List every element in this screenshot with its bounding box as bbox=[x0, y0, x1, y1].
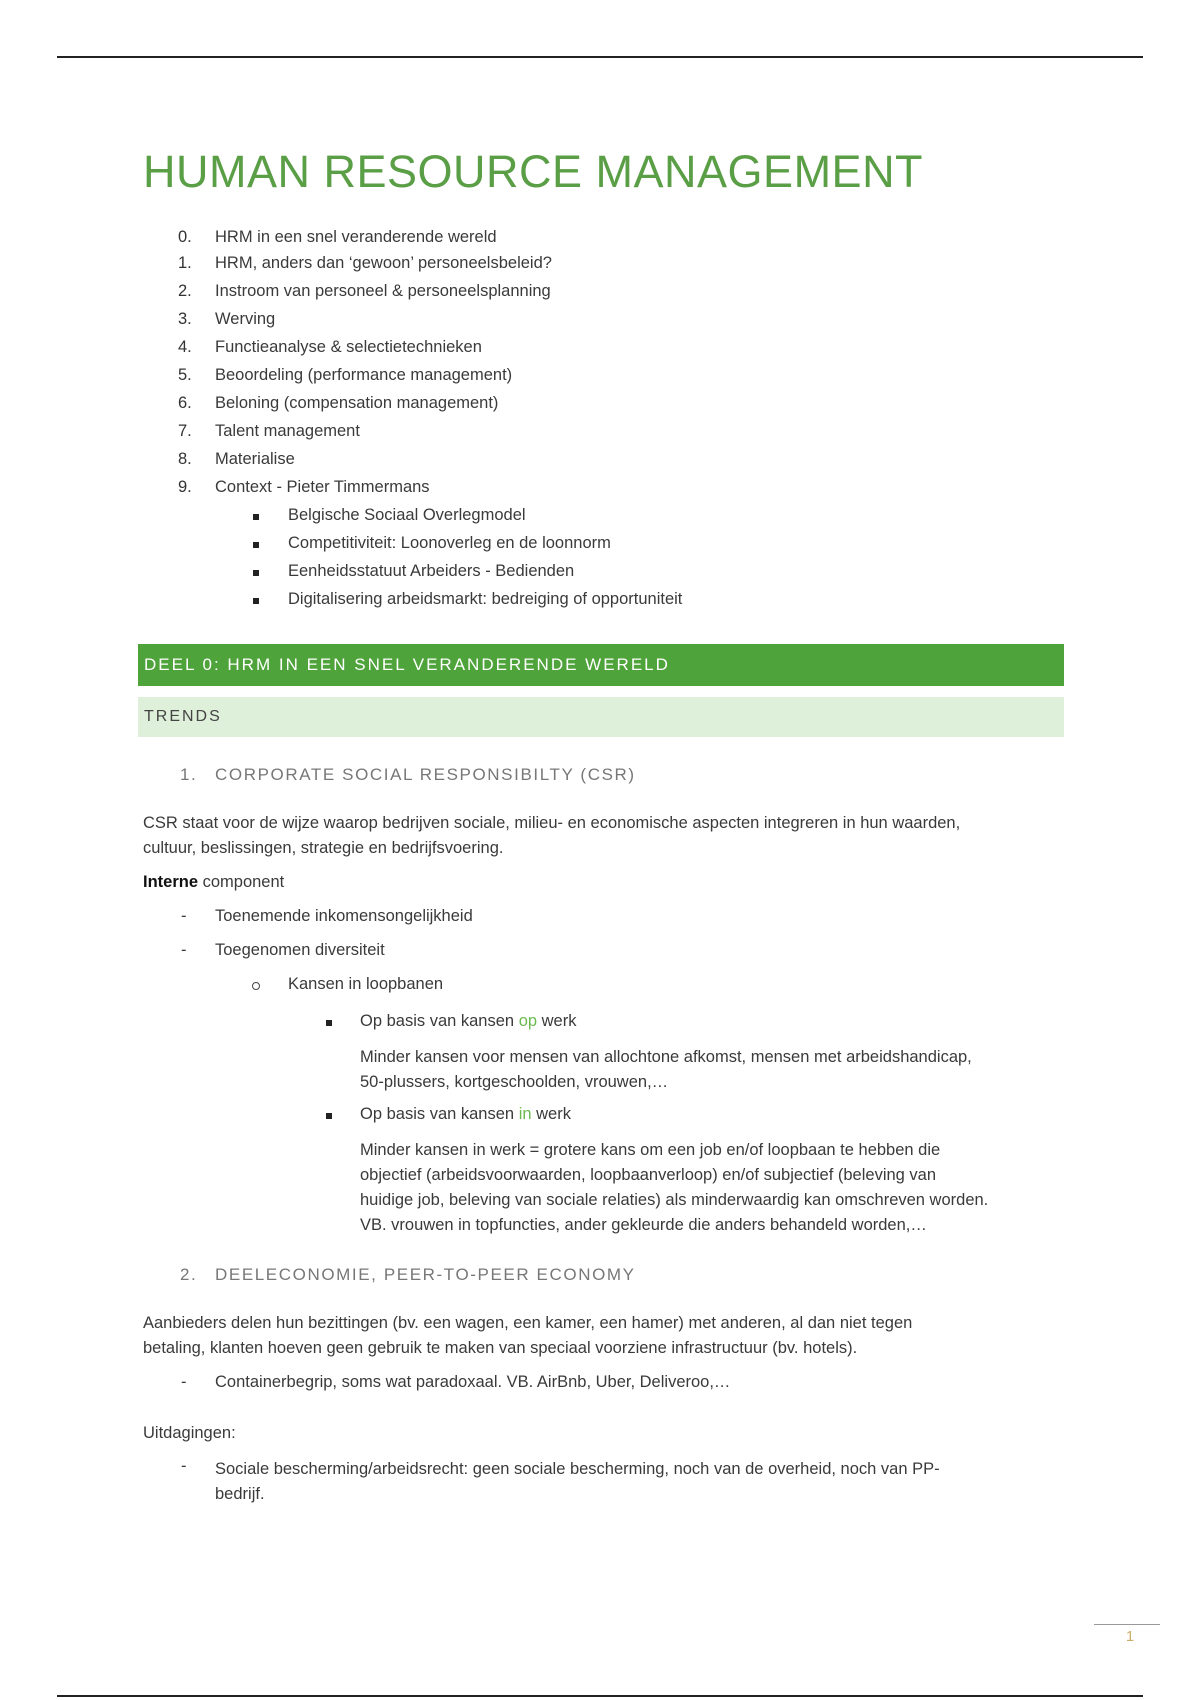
toc-text: HRM, anders dan ‘gewoon’ personeelsbeleid? bbox=[215, 254, 552, 272]
highlight-word: in bbox=[518, 1105, 532, 1123]
dash-item bbox=[0, 1373, 1200, 1397]
dash-item-text: Toenemende inkomensongelijkheid bbox=[215, 907, 473, 925]
toc-number: 1. bbox=[178, 254, 192, 272]
square-bullet-icon bbox=[326, 1113, 332, 1119]
toc-number: 7. bbox=[178, 422, 192, 440]
paragraph-line: Sociale bescherming/arbeidsrecht: geen sociale bescherming, noch van de overheid, noch van PP- bbox=[215, 1460, 940, 1478]
uitdagingen-label: Uitdagingen: bbox=[143, 1424, 236, 1442]
highlight-word: op bbox=[518, 1012, 538, 1030]
square-item bbox=[0, 1012, 1200, 1036]
section-heading-bar: DEEL 0: HRM IN EEN SNEL VERANDERENDE WERELD bbox=[138, 644, 1064, 686]
paragraph-line: VB. vrouwen in topfuncties, ander gekleurde die anders behandeld worden,… bbox=[360, 1216, 927, 1234]
toc-subitem-text: Competitiviteit: Loonoverleg en de loonnorm bbox=[288, 534, 611, 552]
toc-text: Instroom van personeel & personeelsplanning bbox=[215, 282, 551, 300]
text-part: Op basis van kansen bbox=[360, 1105, 519, 1123]
square-item-text bbox=[360, 1012, 576, 1031]
heading-deeleconomie bbox=[0, 1265, 1200, 1289]
toc-number: 9. bbox=[178, 478, 192, 496]
toc-subitem-text: Eenheidsstatuut Arbeiders - Bedienden bbox=[288, 562, 575, 580]
toc-number: 4. bbox=[178, 338, 192, 356]
paragraph-line: cultuur, beslissingen, strategie en bedrijfsvoering. bbox=[143, 839, 504, 857]
square-bullet-icon bbox=[253, 570, 259, 576]
deeleconomie-paragraph bbox=[143, 1311, 1063, 1361]
circle-item-text: Kansen in loopbanen bbox=[288, 975, 444, 993]
label-rest: component bbox=[198, 873, 285, 891]
square-bullet-icon bbox=[253, 514, 259, 520]
toc-text: HRM in een snel veranderende wereld bbox=[215, 228, 497, 246]
text-part: werk bbox=[531, 1105, 571, 1123]
paragraph-line: huidige job, beleving van sociale relaties) als minderwaardig kan omschreven worden. bbox=[360, 1191, 989, 1209]
toc-text: Beloning (compensation management) bbox=[215, 394, 499, 412]
circle-bullet-icon bbox=[252, 982, 260, 990]
page-number: 1 bbox=[1125, 1628, 1135, 1645]
square-item-description bbox=[360, 1138, 1080, 1238]
document-title: HUMAN RESOURCE MANAGEMENT bbox=[143, 146, 924, 197]
toc-number: 3. bbox=[178, 310, 192, 328]
dash-item bbox=[0, 941, 1200, 965]
dash-item bbox=[0, 1457, 1200, 1507]
square-item bbox=[0, 1105, 1200, 1129]
circle-item bbox=[0, 975, 1200, 999]
toc-number: 6. bbox=[178, 394, 192, 412]
heading-text: DEELECONOMIE, PEER-TO-PEER ECONOMY bbox=[215, 1265, 636, 1284]
dash-bullet: - bbox=[181, 907, 187, 925]
paragraph-line: betaling, klanten hoeven geen gebruik te maken van speciaal voorziene infrastructuur (bv. hotels). bbox=[143, 1339, 858, 1357]
square-bullet-icon bbox=[253, 542, 259, 548]
toc-number: 5. bbox=[178, 366, 192, 384]
dash-item-text bbox=[215, 1457, 940, 1507]
text-part: werk bbox=[537, 1012, 577, 1030]
csr-paragraph bbox=[143, 811, 1063, 861]
paragraph-line: Minder kansen in werk = grotere kans om een job en/of loopbaan te hebben die bbox=[360, 1141, 941, 1159]
square-bullet-icon bbox=[253, 598, 259, 604]
toc-text: Materialise bbox=[215, 450, 295, 468]
paragraph-line: CSR staat voor de wijze waarop bedrijven sociale, milieu- en economische aspecten integreren in hun waarden, bbox=[143, 814, 961, 832]
toc-number: 0. bbox=[178, 228, 192, 246]
toc-text: Beoordeling (performance management) bbox=[215, 366, 513, 384]
dash-item bbox=[0, 907, 1200, 931]
header-rule bbox=[57, 56, 1143, 58]
toc-number: 8. bbox=[178, 450, 192, 468]
subsection-heading-bar: TRENDS bbox=[138, 697, 1064, 737]
heading-number: 1. bbox=[180, 765, 198, 784]
dash-bullet: - bbox=[181, 1457, 187, 1475]
footer-rule bbox=[1094, 1624, 1160, 1625]
interne-component-label bbox=[143, 873, 284, 892]
paragraph-line: 50-plussers, kortgeschoolden, vrouwen,… bbox=[360, 1073, 669, 1091]
dash-bullet: - bbox=[181, 941, 187, 959]
paragraph-line: Minder kansen voor mensen van allochtone afkomst, mensen met arbeidshandicap, bbox=[360, 1048, 972, 1066]
heading-text: CORPORATE SOCIAL RESPONSIBILTY (CSR) bbox=[215, 765, 636, 784]
toc-text: Werving bbox=[215, 310, 276, 328]
paragraph-line: bedrijf. bbox=[215, 1485, 265, 1503]
paragraph-line: Aanbieders delen hun bezittingen (bv. een wagen, een kamer, een hamer) met anderen, al dan niet tegen bbox=[143, 1314, 913, 1332]
dash-bullet: - bbox=[181, 1373, 187, 1391]
square-item-description bbox=[360, 1045, 1060, 1095]
dash-item-text: Toegenomen diversiteit bbox=[215, 941, 385, 959]
bold-label: Interne bbox=[143, 873, 199, 891]
toc-number: 2. bbox=[178, 282, 192, 300]
paragraph-line: objectief (arbeidsvoorwaarden, loopbaanverloop) en/of subjectief (beleving van bbox=[360, 1166, 937, 1184]
toc-text: Talent management bbox=[215, 422, 360, 440]
toc-subitem-text: Belgische Sociaal Overlegmodel bbox=[288, 506, 526, 524]
dash-item-text: Containerbegrip, soms wat paradoxaal. VB. AirBnb, Uber, Deliveroo,… bbox=[215, 1373, 731, 1391]
toc-text: Context - Pieter Timmermans bbox=[215, 478, 430, 496]
square-item-text bbox=[360, 1105, 571, 1124]
toc-subitem-text: Digitalisering arbeidsmarkt: bedreiging of opportuniteit bbox=[288, 590, 683, 608]
text-part: Op basis van kansen bbox=[360, 1012, 519, 1030]
footer-rule-bottom bbox=[57, 1695, 1143, 1697]
heading-number: 2. bbox=[180, 1265, 198, 1284]
heading-csr bbox=[0, 765, 1200, 789]
toc-text: Functieanalyse & selectietechnieken bbox=[215, 338, 482, 356]
square-bullet-icon bbox=[326, 1020, 332, 1026]
